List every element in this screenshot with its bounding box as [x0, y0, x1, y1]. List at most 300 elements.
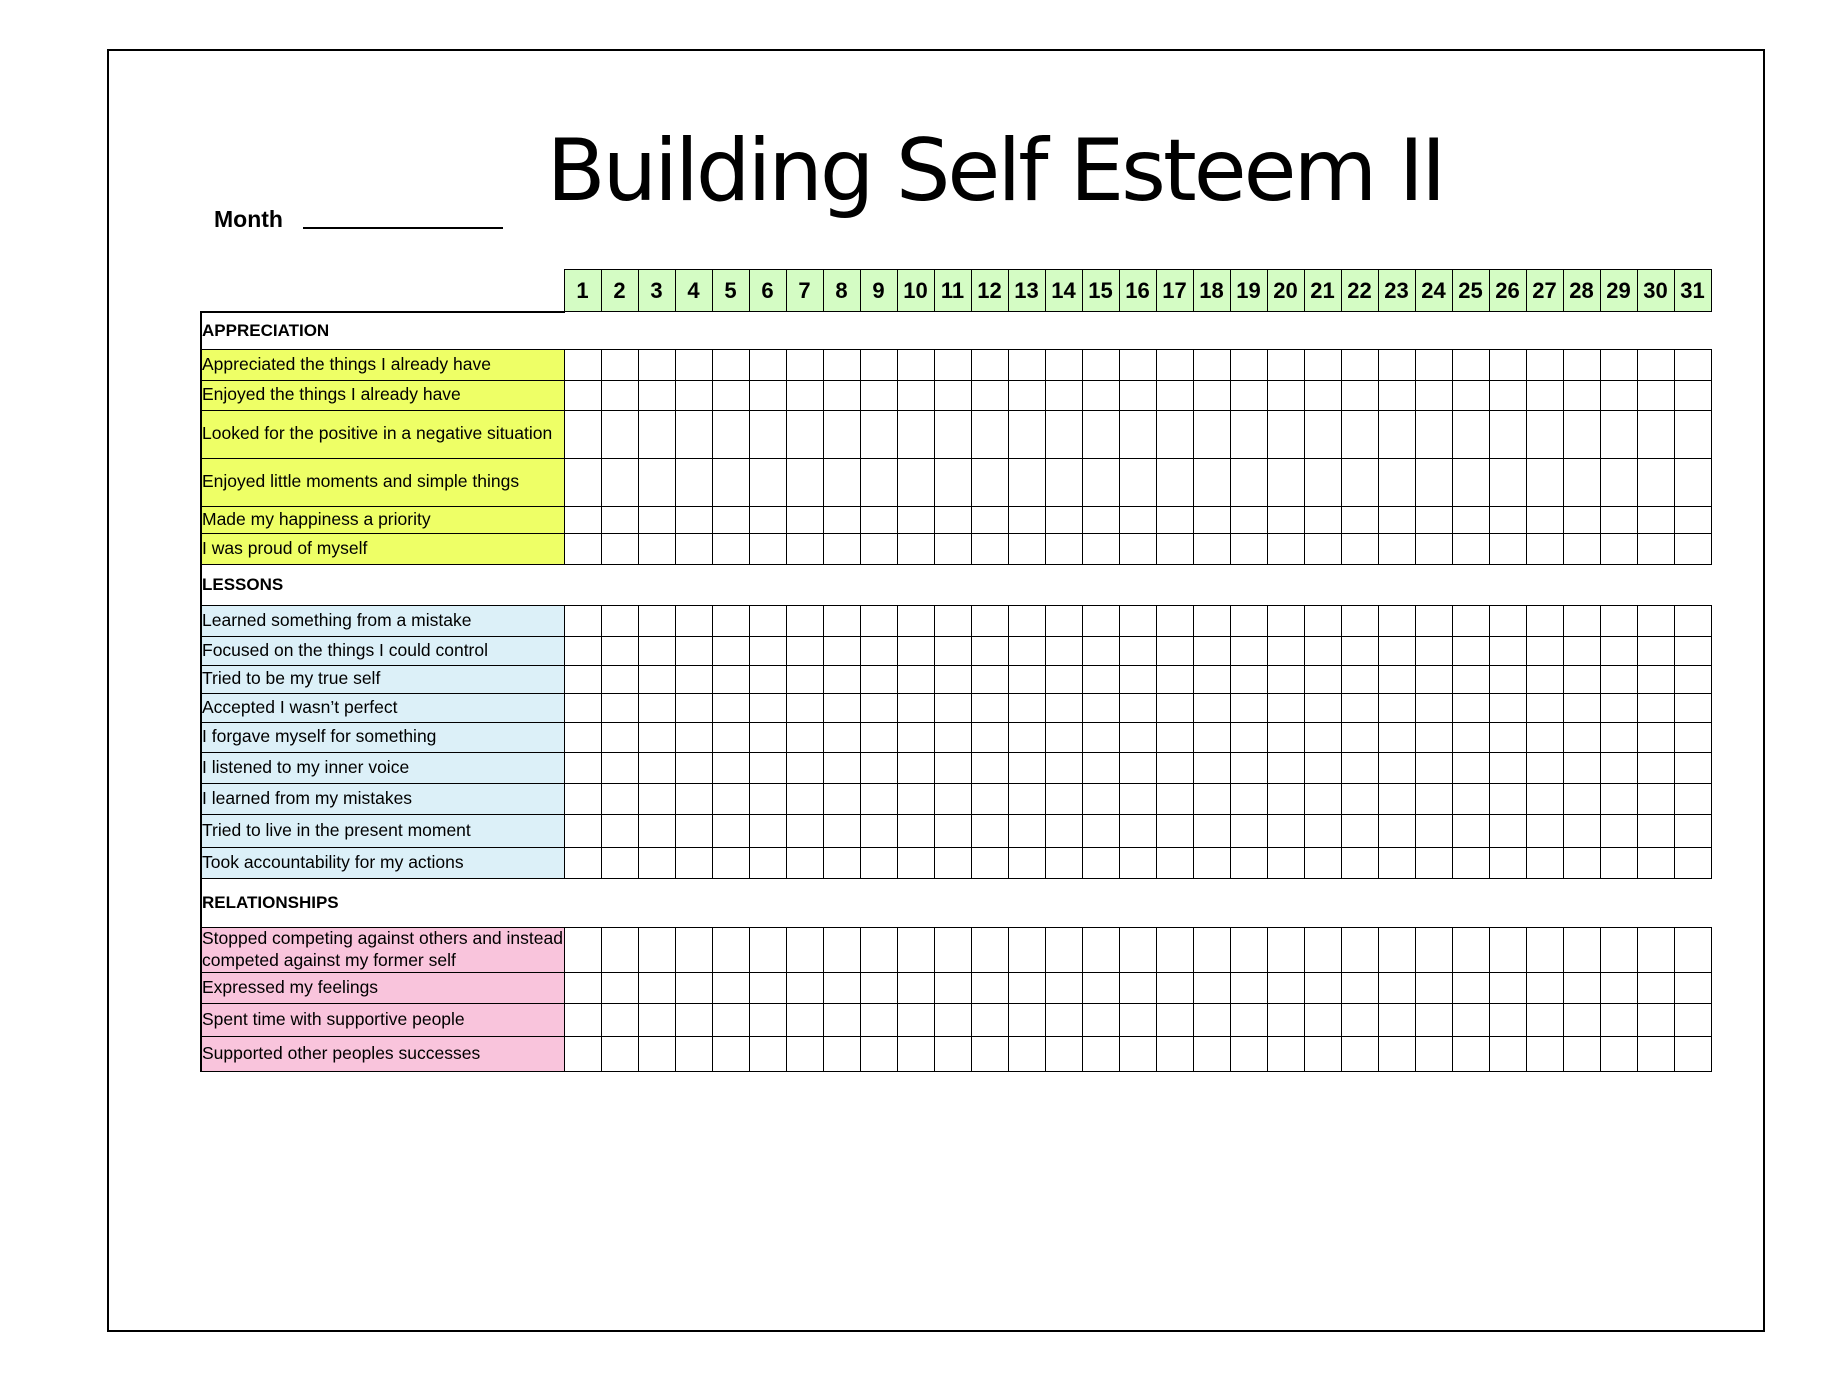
checkbox-cell-day-11[interactable]	[934, 814, 971, 847]
checkbox-cell-day-31[interactable]	[1674, 506, 1711, 533]
checkbox-cell-day-30[interactable]	[1637, 847, 1674, 878]
checkbox-cell-day-15[interactable]	[1082, 693, 1119, 722]
checkbox-cell-day-17[interactable]	[1156, 693, 1193, 722]
checkbox-cell-day-30[interactable]	[1637, 410, 1674, 458]
checkbox-cell-day-14[interactable]	[1045, 380, 1082, 410]
checkbox-cell-day-25[interactable]	[1452, 665, 1489, 693]
checkbox-cell-day-1[interactable]	[564, 458, 601, 506]
checkbox-cell-day-11[interactable]	[934, 693, 971, 722]
checkbox-cell-day-25[interactable]	[1452, 349, 1489, 380]
checkbox-cell-day-19[interactable]	[1230, 636, 1267, 665]
checkbox-cell-day-31[interactable]	[1674, 458, 1711, 506]
checkbox-cell-day-6[interactable]	[749, 1036, 786, 1071]
checkbox-cell-day-4[interactable]	[675, 1003, 712, 1036]
checkbox-cell-day-23[interactable]	[1378, 636, 1415, 665]
checkbox-cell-day-4[interactable]	[675, 410, 712, 458]
checkbox-cell-day-16[interactable]	[1119, 506, 1156, 533]
checkbox-cell-day-19[interactable]	[1230, 1003, 1267, 1036]
checkbox-cell-day-16[interactable]	[1119, 665, 1156, 693]
checkbox-cell-day-13[interactable]	[1008, 722, 1045, 752]
checkbox-cell-day-23[interactable]	[1378, 665, 1415, 693]
checkbox-cell-day-8[interactable]	[823, 927, 860, 972]
checkbox-cell-day-9[interactable]	[860, 605, 897, 636]
checkbox-cell-day-14[interactable]	[1045, 783, 1082, 814]
checkbox-cell-day-11[interactable]	[934, 927, 971, 972]
checkbox-cell-day-27[interactable]	[1526, 349, 1563, 380]
checkbox-cell-day-2[interactable]	[601, 458, 638, 506]
checkbox-cell-day-7[interactable]	[786, 693, 823, 722]
checkbox-cell-day-16[interactable]	[1119, 605, 1156, 636]
checkbox-cell-day-11[interactable]	[934, 783, 971, 814]
checkbox-cell-day-14[interactable]	[1045, 1003, 1082, 1036]
checkbox-cell-day-13[interactable]	[1008, 1036, 1045, 1071]
checkbox-cell-day-27[interactable]	[1526, 410, 1563, 458]
checkbox-cell-day-14[interactable]	[1045, 506, 1082, 533]
checkbox-cell-day-30[interactable]	[1637, 458, 1674, 506]
checkbox-cell-day-29[interactable]	[1600, 693, 1637, 722]
checkbox-cell-day-6[interactable]	[749, 349, 786, 380]
checkbox-cell-day-14[interactable]	[1045, 458, 1082, 506]
checkbox-cell-day-20[interactable]	[1267, 605, 1304, 636]
checkbox-cell-day-4[interactable]	[675, 665, 712, 693]
checkbox-cell-day-25[interactable]	[1452, 693, 1489, 722]
checkbox-cell-day-5[interactable]	[712, 533, 749, 564]
checkbox-cell-day-22[interactable]	[1341, 410, 1378, 458]
checkbox-cell-day-2[interactable]	[601, 752, 638, 783]
checkbox-cell-day-21[interactable]	[1304, 693, 1341, 722]
checkbox-cell-day-8[interactable]	[823, 722, 860, 752]
checkbox-cell-day-2[interactable]	[601, 636, 638, 665]
checkbox-cell-day-22[interactable]	[1341, 636, 1378, 665]
checkbox-cell-day-4[interactable]	[675, 752, 712, 783]
checkbox-cell-day-26[interactable]	[1489, 1003, 1526, 1036]
checkbox-cell-day-5[interactable]	[712, 927, 749, 972]
checkbox-cell-day-14[interactable]	[1045, 636, 1082, 665]
checkbox-cell-day-25[interactable]	[1452, 380, 1489, 410]
checkbox-cell-day-29[interactable]	[1600, 1036, 1637, 1071]
checkbox-cell-day-13[interactable]	[1008, 605, 1045, 636]
checkbox-cell-day-2[interactable]	[601, 605, 638, 636]
checkbox-cell-day-28[interactable]	[1563, 458, 1600, 506]
checkbox-cell-day-14[interactable]	[1045, 752, 1082, 783]
checkbox-cell-day-23[interactable]	[1378, 605, 1415, 636]
checkbox-cell-day-3[interactable]	[638, 972, 675, 1003]
checkbox-cell-day-12[interactable]	[971, 1003, 1008, 1036]
checkbox-cell-day-20[interactable]	[1267, 349, 1304, 380]
checkbox-cell-day-8[interactable]	[823, 783, 860, 814]
checkbox-cell-day-20[interactable]	[1267, 458, 1304, 506]
checkbox-cell-day-3[interactable]	[638, 636, 675, 665]
checkbox-cell-day-4[interactable]	[675, 814, 712, 847]
checkbox-cell-day-1[interactable]	[564, 814, 601, 847]
checkbox-cell-day-28[interactable]	[1563, 380, 1600, 410]
checkbox-cell-day-15[interactable]	[1082, 1003, 1119, 1036]
checkbox-cell-day-28[interactable]	[1563, 349, 1600, 380]
checkbox-cell-day-29[interactable]	[1600, 506, 1637, 533]
checkbox-cell-day-12[interactable]	[971, 605, 1008, 636]
checkbox-cell-day-12[interactable]	[971, 814, 1008, 847]
checkbox-cell-day-2[interactable]	[601, 380, 638, 410]
checkbox-cell-day-29[interactable]	[1600, 636, 1637, 665]
checkbox-cell-day-22[interactable]	[1341, 693, 1378, 722]
checkbox-cell-day-15[interactable]	[1082, 1036, 1119, 1071]
checkbox-cell-day-25[interactable]	[1452, 972, 1489, 1003]
checkbox-cell-day-15[interactable]	[1082, 458, 1119, 506]
checkbox-cell-day-24[interactable]	[1415, 847, 1452, 878]
checkbox-cell-day-17[interactable]	[1156, 636, 1193, 665]
checkbox-cell-day-12[interactable]	[971, 693, 1008, 722]
checkbox-cell-day-9[interactable]	[860, 458, 897, 506]
checkbox-cell-day-18[interactable]	[1193, 752, 1230, 783]
checkbox-cell-day-21[interactable]	[1304, 506, 1341, 533]
checkbox-cell-day-6[interactable]	[749, 506, 786, 533]
checkbox-cell-day-6[interactable]	[749, 380, 786, 410]
checkbox-cell-day-23[interactable]	[1378, 722, 1415, 752]
checkbox-cell-day-18[interactable]	[1193, 665, 1230, 693]
checkbox-cell-day-14[interactable]	[1045, 605, 1082, 636]
checkbox-cell-day-29[interactable]	[1600, 752, 1637, 783]
checkbox-cell-day-10[interactable]	[897, 814, 934, 847]
checkbox-cell-day-6[interactable]	[749, 458, 786, 506]
checkbox-cell-day-19[interactable]	[1230, 847, 1267, 878]
checkbox-cell-day-5[interactable]	[712, 458, 749, 506]
checkbox-cell-day-7[interactable]	[786, 533, 823, 564]
checkbox-cell-day-11[interactable]	[934, 972, 971, 1003]
checkbox-cell-day-24[interactable]	[1415, 410, 1452, 458]
checkbox-cell-day-7[interactable]	[786, 927, 823, 972]
checkbox-cell-day-18[interactable]	[1193, 506, 1230, 533]
checkbox-cell-day-5[interactable]	[712, 380, 749, 410]
checkbox-cell-day-23[interactable]	[1378, 458, 1415, 506]
checkbox-cell-day-19[interactable]	[1230, 349, 1267, 380]
checkbox-cell-day-21[interactable]	[1304, 349, 1341, 380]
checkbox-cell-day-31[interactable]	[1674, 783, 1711, 814]
checkbox-cell-day-17[interactable]	[1156, 847, 1193, 878]
checkbox-cell-day-12[interactable]	[971, 506, 1008, 533]
checkbox-cell-day-12[interactable]	[971, 533, 1008, 564]
checkbox-cell-day-19[interactable]	[1230, 972, 1267, 1003]
checkbox-cell-day-16[interactable]	[1119, 636, 1156, 665]
checkbox-cell-day-16[interactable]	[1119, 1036, 1156, 1071]
checkbox-cell-day-31[interactable]	[1674, 927, 1711, 972]
checkbox-cell-day-5[interactable]	[712, 722, 749, 752]
checkbox-cell-day-14[interactable]	[1045, 972, 1082, 1003]
checkbox-cell-day-12[interactable]	[971, 349, 1008, 380]
checkbox-cell-day-11[interactable]	[934, 605, 971, 636]
checkbox-cell-day-30[interactable]	[1637, 1003, 1674, 1036]
checkbox-cell-day-27[interactable]	[1526, 927, 1563, 972]
checkbox-cell-day-24[interactable]	[1415, 533, 1452, 564]
checkbox-cell-day-26[interactable]	[1489, 752, 1526, 783]
checkbox-cell-day-28[interactable]	[1563, 847, 1600, 878]
checkbox-cell-day-4[interactable]	[675, 349, 712, 380]
checkbox-cell-day-17[interactable]	[1156, 752, 1193, 783]
checkbox-cell-day-4[interactable]	[675, 458, 712, 506]
checkbox-cell-day-13[interactable]	[1008, 752, 1045, 783]
checkbox-cell-day-26[interactable]	[1489, 722, 1526, 752]
checkbox-cell-day-20[interactable]	[1267, 533, 1304, 564]
checkbox-cell-day-16[interactable]	[1119, 814, 1156, 847]
checkbox-cell-day-12[interactable]	[971, 783, 1008, 814]
checkbox-cell-day-3[interactable]	[638, 783, 675, 814]
checkbox-cell-day-3[interactable]	[638, 847, 675, 878]
checkbox-cell-day-7[interactable]	[786, 1003, 823, 1036]
checkbox-cell-day-31[interactable]	[1674, 410, 1711, 458]
checkbox-cell-day-26[interactable]	[1489, 1036, 1526, 1071]
checkbox-cell-day-14[interactable]	[1045, 410, 1082, 458]
checkbox-cell-day-23[interactable]	[1378, 752, 1415, 783]
checkbox-cell-day-6[interactable]	[749, 636, 786, 665]
checkbox-cell-day-30[interactable]	[1637, 693, 1674, 722]
checkbox-cell-day-6[interactable]	[749, 972, 786, 1003]
checkbox-cell-day-16[interactable]	[1119, 458, 1156, 506]
checkbox-cell-day-19[interactable]	[1230, 665, 1267, 693]
checkbox-cell-day-18[interactable]	[1193, 605, 1230, 636]
checkbox-cell-day-11[interactable]	[934, 349, 971, 380]
checkbox-cell-day-26[interactable]	[1489, 814, 1526, 847]
checkbox-cell-day-21[interactable]	[1304, 1003, 1341, 1036]
checkbox-cell-day-10[interactable]	[897, 380, 934, 410]
checkbox-cell-day-27[interactable]	[1526, 847, 1563, 878]
checkbox-cell-day-22[interactable]	[1341, 783, 1378, 814]
checkbox-cell-day-20[interactable]	[1267, 1003, 1304, 1036]
checkbox-cell-day-19[interactable]	[1230, 380, 1267, 410]
checkbox-cell-day-11[interactable]	[934, 410, 971, 458]
checkbox-cell-day-1[interactable]	[564, 847, 601, 878]
checkbox-cell-day-26[interactable]	[1489, 380, 1526, 410]
checkbox-cell-day-21[interactable]	[1304, 410, 1341, 458]
checkbox-cell-day-3[interactable]	[638, 927, 675, 972]
checkbox-cell-day-7[interactable]	[786, 349, 823, 380]
checkbox-cell-day-6[interactable]	[749, 665, 786, 693]
checkbox-cell-day-30[interactable]	[1637, 533, 1674, 564]
checkbox-cell-day-12[interactable]	[971, 1036, 1008, 1071]
checkbox-cell-day-26[interactable]	[1489, 693, 1526, 722]
checkbox-cell-day-31[interactable]	[1674, 533, 1711, 564]
checkbox-cell-day-21[interactable]	[1304, 533, 1341, 564]
checkbox-cell-day-10[interactable]	[897, 636, 934, 665]
checkbox-cell-day-10[interactable]	[897, 533, 934, 564]
checkbox-cell-day-5[interactable]	[712, 814, 749, 847]
checkbox-cell-day-8[interactable]	[823, 506, 860, 533]
checkbox-cell-day-31[interactable]	[1674, 380, 1711, 410]
checkbox-cell-day-18[interactable]	[1193, 847, 1230, 878]
checkbox-cell-day-11[interactable]	[934, 665, 971, 693]
checkbox-cell-day-9[interactable]	[860, 693, 897, 722]
checkbox-cell-day-3[interactable]	[638, 1003, 675, 1036]
checkbox-cell-day-12[interactable]	[971, 752, 1008, 783]
checkbox-cell-day-2[interactable]	[601, 722, 638, 752]
checkbox-cell-day-5[interactable]	[712, 1036, 749, 1071]
checkbox-cell-day-17[interactable]	[1156, 1036, 1193, 1071]
checkbox-cell-day-8[interactable]	[823, 410, 860, 458]
checkbox-cell-day-27[interactable]	[1526, 506, 1563, 533]
checkbox-cell-day-3[interactable]	[638, 533, 675, 564]
checkbox-cell-day-11[interactable]	[934, 847, 971, 878]
checkbox-cell-day-23[interactable]	[1378, 814, 1415, 847]
checkbox-cell-day-17[interactable]	[1156, 380, 1193, 410]
checkbox-cell-day-31[interactable]	[1674, 1003, 1711, 1036]
checkbox-cell-day-26[interactable]	[1489, 349, 1526, 380]
checkbox-cell-day-12[interactable]	[971, 665, 1008, 693]
checkbox-cell-day-14[interactable]	[1045, 814, 1082, 847]
checkbox-cell-day-7[interactable]	[786, 783, 823, 814]
checkbox-cell-day-26[interactable]	[1489, 927, 1526, 972]
checkbox-cell-day-12[interactable]	[971, 636, 1008, 665]
checkbox-cell-day-6[interactable]	[749, 752, 786, 783]
checkbox-cell-day-1[interactable]	[564, 506, 601, 533]
checkbox-cell-day-17[interactable]	[1156, 410, 1193, 458]
checkbox-cell-day-16[interactable]	[1119, 693, 1156, 722]
checkbox-cell-day-27[interactable]	[1526, 722, 1563, 752]
checkbox-cell-day-25[interactable]	[1452, 636, 1489, 665]
checkbox-cell-day-15[interactable]	[1082, 636, 1119, 665]
checkbox-cell-day-19[interactable]	[1230, 1036, 1267, 1071]
checkbox-cell-day-27[interactable]	[1526, 972, 1563, 1003]
checkbox-cell-day-4[interactable]	[675, 783, 712, 814]
checkbox-cell-day-16[interactable]	[1119, 972, 1156, 1003]
checkbox-cell-day-13[interactable]	[1008, 458, 1045, 506]
checkbox-cell-day-31[interactable]	[1674, 665, 1711, 693]
checkbox-cell-day-8[interactable]	[823, 1036, 860, 1071]
checkbox-cell-day-19[interactable]	[1230, 410, 1267, 458]
checkbox-cell-day-28[interactable]	[1563, 605, 1600, 636]
checkbox-cell-day-22[interactable]	[1341, 814, 1378, 847]
checkbox-cell-day-29[interactable]	[1600, 847, 1637, 878]
checkbox-cell-day-10[interactable]	[897, 665, 934, 693]
checkbox-cell-day-18[interactable]	[1193, 410, 1230, 458]
checkbox-cell-day-27[interactable]	[1526, 380, 1563, 410]
checkbox-cell-day-22[interactable]	[1341, 605, 1378, 636]
checkbox-cell-day-28[interactable]	[1563, 410, 1600, 458]
checkbox-cell-day-25[interactable]	[1452, 410, 1489, 458]
checkbox-cell-day-11[interactable]	[934, 752, 971, 783]
checkbox-cell-day-28[interactable]	[1563, 506, 1600, 533]
checkbox-cell-day-26[interactable]	[1489, 665, 1526, 693]
checkbox-cell-day-11[interactable]	[934, 458, 971, 506]
checkbox-cell-day-21[interactable]	[1304, 927, 1341, 972]
checkbox-cell-day-27[interactable]	[1526, 636, 1563, 665]
checkbox-cell-day-10[interactable]	[897, 1036, 934, 1071]
checkbox-cell-day-2[interactable]	[601, 693, 638, 722]
checkbox-cell-day-1[interactable]	[564, 533, 601, 564]
checkbox-cell-day-27[interactable]	[1526, 665, 1563, 693]
checkbox-cell-day-7[interactable]	[786, 458, 823, 506]
checkbox-cell-day-1[interactable]	[564, 1036, 601, 1071]
checkbox-cell-day-29[interactable]	[1600, 410, 1637, 458]
checkbox-cell-day-30[interactable]	[1637, 605, 1674, 636]
checkbox-cell-day-11[interactable]	[934, 1036, 971, 1071]
checkbox-cell-day-22[interactable]	[1341, 972, 1378, 1003]
checkbox-cell-day-30[interactable]	[1637, 972, 1674, 1003]
checkbox-cell-day-29[interactable]	[1600, 349, 1637, 380]
checkbox-cell-day-8[interactable]	[823, 605, 860, 636]
checkbox-cell-day-18[interactable]	[1193, 1003, 1230, 1036]
checkbox-cell-day-13[interactable]	[1008, 783, 1045, 814]
checkbox-cell-day-14[interactable]	[1045, 847, 1082, 878]
checkbox-cell-day-30[interactable]	[1637, 636, 1674, 665]
checkbox-cell-day-3[interactable]	[638, 693, 675, 722]
checkbox-cell-day-28[interactable]	[1563, 972, 1600, 1003]
checkbox-cell-day-24[interactable]	[1415, 458, 1452, 506]
checkbox-cell-day-13[interactable]	[1008, 1003, 1045, 1036]
checkbox-cell-day-13[interactable]	[1008, 380, 1045, 410]
checkbox-cell-day-3[interactable]	[638, 1036, 675, 1071]
checkbox-cell-day-14[interactable]	[1045, 533, 1082, 564]
checkbox-cell-day-5[interactable]	[712, 752, 749, 783]
checkbox-cell-day-13[interactable]	[1008, 814, 1045, 847]
checkbox-cell-day-30[interactable]	[1637, 814, 1674, 847]
checkbox-cell-day-25[interactable]	[1452, 506, 1489, 533]
checkbox-cell-day-25[interactable]	[1452, 458, 1489, 506]
checkbox-cell-day-8[interactable]	[823, 847, 860, 878]
checkbox-cell-day-31[interactable]	[1674, 752, 1711, 783]
checkbox-cell-day-18[interactable]	[1193, 533, 1230, 564]
checkbox-cell-day-30[interactable]	[1637, 783, 1674, 814]
checkbox-cell-day-10[interactable]	[897, 752, 934, 783]
checkbox-cell-day-2[interactable]	[601, 410, 638, 458]
checkbox-cell-day-13[interactable]	[1008, 533, 1045, 564]
checkbox-cell-day-29[interactable]	[1600, 783, 1637, 814]
checkbox-cell-day-23[interactable]	[1378, 847, 1415, 878]
checkbox-cell-day-15[interactable]	[1082, 972, 1119, 1003]
checkbox-cell-day-11[interactable]	[934, 533, 971, 564]
checkbox-cell-day-6[interactable]	[749, 722, 786, 752]
checkbox-cell-day-21[interactable]	[1304, 972, 1341, 1003]
checkbox-cell-day-14[interactable]	[1045, 927, 1082, 972]
checkbox-cell-day-26[interactable]	[1489, 533, 1526, 564]
checkbox-cell-day-21[interactable]	[1304, 722, 1341, 752]
checkbox-cell-day-17[interactable]	[1156, 506, 1193, 533]
checkbox-cell-day-6[interactable]	[749, 1003, 786, 1036]
checkbox-cell-day-4[interactable]	[675, 506, 712, 533]
checkbox-cell-day-26[interactable]	[1489, 506, 1526, 533]
checkbox-cell-day-26[interactable]	[1489, 847, 1526, 878]
checkbox-cell-day-26[interactable]	[1489, 972, 1526, 1003]
checkbox-cell-day-10[interactable]	[897, 458, 934, 506]
checkbox-cell-day-10[interactable]	[897, 1003, 934, 1036]
checkbox-cell-day-6[interactable]	[749, 783, 786, 814]
checkbox-cell-day-18[interactable]	[1193, 380, 1230, 410]
checkbox-cell-day-28[interactable]	[1563, 533, 1600, 564]
checkbox-cell-day-20[interactable]	[1267, 1036, 1304, 1071]
checkbox-cell-day-18[interactable]	[1193, 927, 1230, 972]
checkbox-cell-day-18[interactable]	[1193, 693, 1230, 722]
checkbox-cell-day-25[interactable]	[1452, 722, 1489, 752]
checkbox-cell-day-30[interactable]	[1637, 349, 1674, 380]
checkbox-cell-day-28[interactable]	[1563, 1003, 1600, 1036]
checkbox-cell-day-17[interactable]	[1156, 722, 1193, 752]
checkbox-cell-day-9[interactable]	[860, 1036, 897, 1071]
checkbox-cell-day-22[interactable]	[1341, 1003, 1378, 1036]
checkbox-cell-day-20[interactable]	[1267, 410, 1304, 458]
checkbox-cell-day-31[interactable]	[1674, 972, 1711, 1003]
checkbox-cell-day-5[interactable]	[712, 410, 749, 458]
checkbox-cell-day-28[interactable]	[1563, 693, 1600, 722]
checkbox-cell-day-2[interactable]	[601, 783, 638, 814]
checkbox-cell-day-9[interactable]	[860, 927, 897, 972]
checkbox-cell-day-10[interactable]	[897, 410, 934, 458]
checkbox-cell-day-21[interactable]	[1304, 665, 1341, 693]
checkbox-cell-day-8[interactable]	[823, 972, 860, 1003]
checkbox-cell-day-3[interactable]	[638, 722, 675, 752]
checkbox-cell-day-22[interactable]	[1341, 752, 1378, 783]
checkbox-cell-day-15[interactable]	[1082, 847, 1119, 878]
checkbox-cell-day-16[interactable]	[1119, 1003, 1156, 1036]
checkbox-cell-day-17[interactable]	[1156, 458, 1193, 506]
checkbox-cell-day-21[interactable]	[1304, 380, 1341, 410]
checkbox-cell-day-27[interactable]	[1526, 783, 1563, 814]
